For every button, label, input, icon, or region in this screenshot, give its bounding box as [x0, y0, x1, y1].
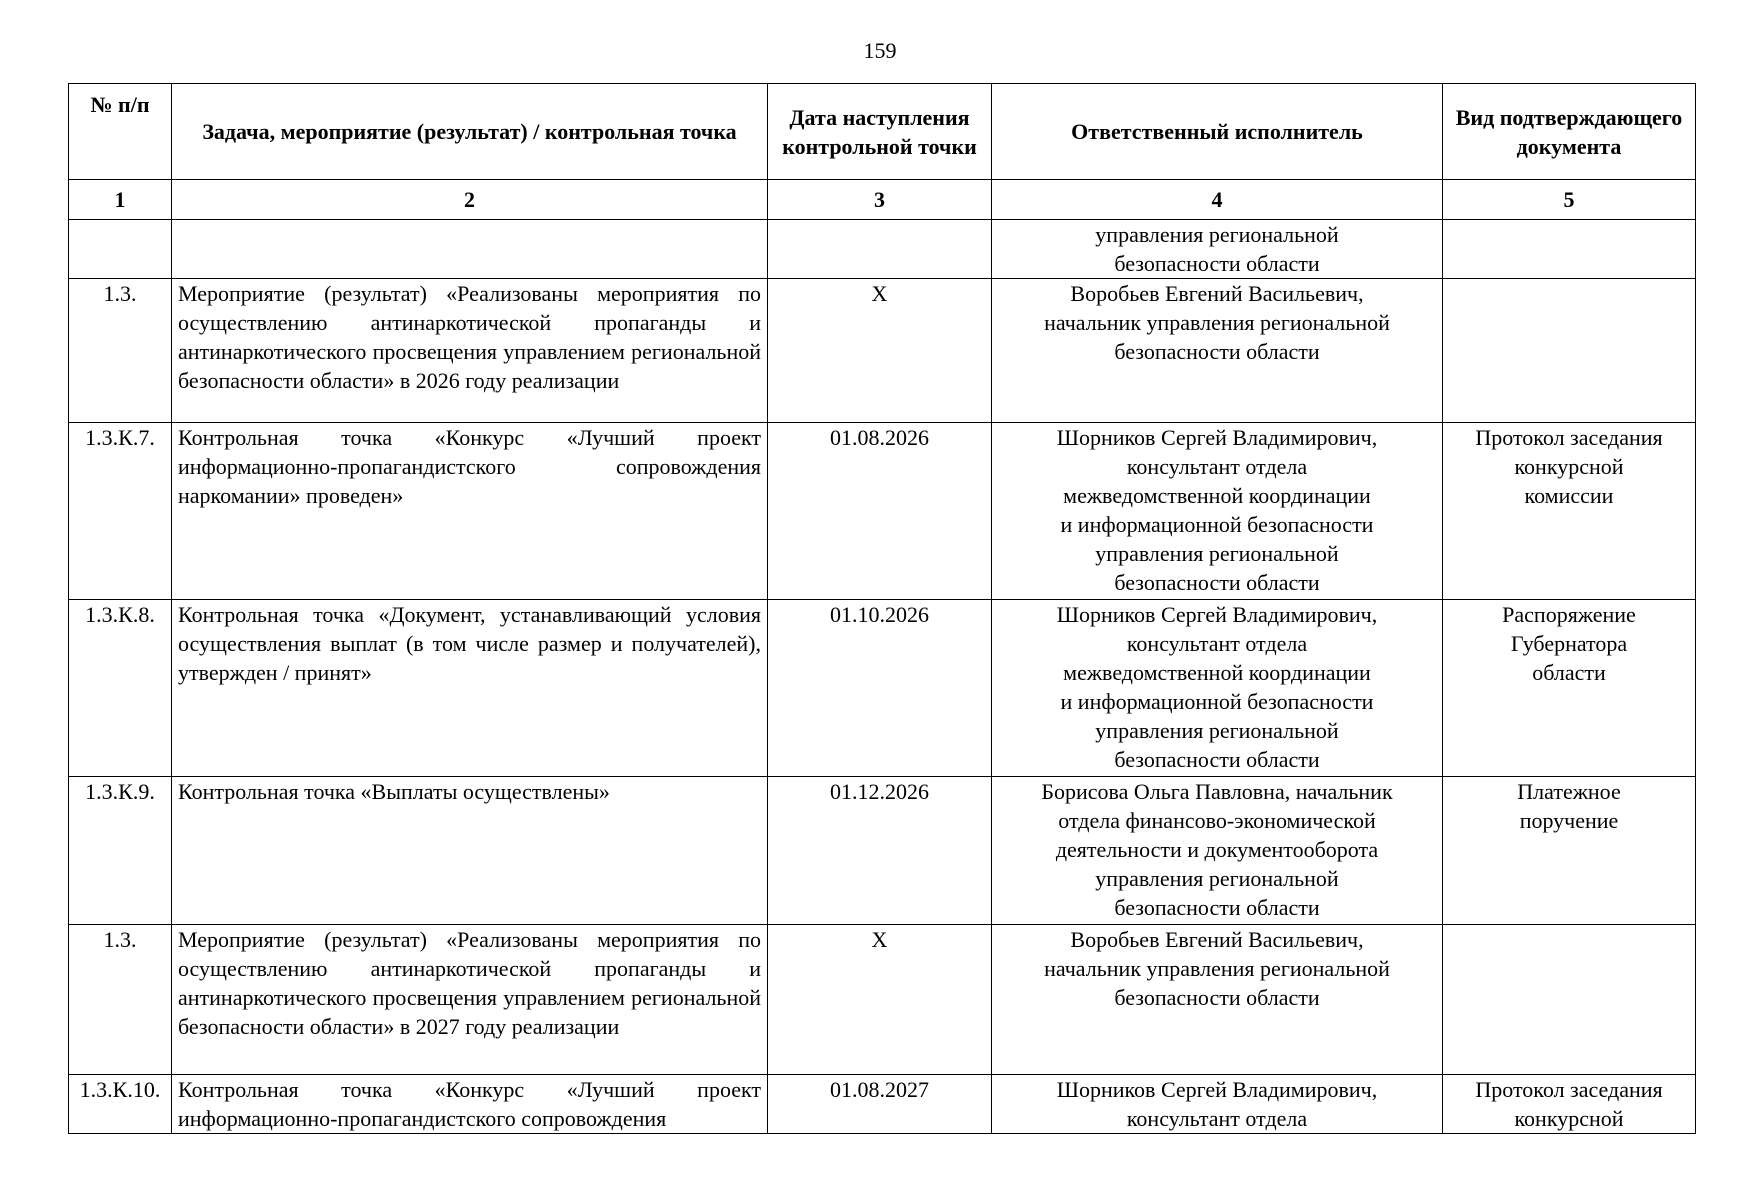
row-task: Мероприятие (результат) «Реализованы мероприятия по осуществлению антинаркотической пропаганды и антинаркотического просвещения управлением региональной безопасности области» в 2027 году реализации: [172, 925, 768, 1075]
row-number: 1.3.К.8.: [69, 600, 172, 777]
header-document: Вид подтверждающего документа: [1443, 84, 1696, 180]
table-row: [69, 925, 1696, 1075]
row-executor: [992, 220, 1443, 279]
executor-line: управления региональной: [1095, 718, 1339, 743]
row-task: Контрольная точка «Документ, устанавливающий условия осуществления выплат (в том числе размер и получателей), утвержден / принят»: [172, 600, 768, 777]
executor-line: консультант отдела: [1126, 631, 1308, 656]
executor-line: Шорников Сергей Владимирович,: [1056, 602, 1378, 627]
executor-line: безопасности области: [1114, 251, 1320, 276]
document-line: области: [1532, 660, 1606, 685]
header-row: [69, 84, 1696, 180]
row-date: 01.12.2026: [768, 777, 992, 925]
row-executor: [992, 925, 1443, 1075]
executor-line: управления региональной: [1095, 541, 1339, 566]
row-date: 01.08.2027: [768, 1075, 992, 1134]
column-number: 2: [172, 180, 768, 220]
executor-line: управления региональной: [1095, 222, 1339, 247]
document-line: поручение: [1519, 808, 1619, 833]
table-row: [69, 279, 1696, 423]
document-line: конкурсной: [1514, 1106, 1624, 1131]
executor-line: межведомственной координации: [1063, 483, 1371, 508]
column-number: 5: [1443, 180, 1696, 220]
table-row: [69, 423, 1696, 600]
row-executor: [992, 777, 1443, 925]
column-number: 4: [992, 180, 1443, 220]
document-line: Платежное: [1517, 779, 1621, 804]
plan-table: [68, 83, 1696, 1134]
row-document: [1443, 1075, 1696, 1134]
executor-line: Воробьев Евгений Васильевич,: [1070, 281, 1364, 306]
document-line: Протокол заседания: [1475, 425, 1663, 450]
executor-line: начальник управления региональной: [1044, 956, 1390, 981]
document-line: Губернатора: [1510, 631, 1628, 656]
executor-line: Шорников Сергей Владимирович,: [1056, 425, 1378, 450]
row-date: X: [768, 279, 992, 423]
row-date: [768, 220, 992, 279]
row-executor: [992, 279, 1443, 423]
executor-line: безопасности области: [1114, 747, 1320, 772]
row-number: 1.3.К.10.: [69, 1075, 172, 1134]
row-number: [69, 220, 172, 279]
row-date: 01.10.2026: [768, 600, 992, 777]
row-date: X: [768, 925, 992, 1075]
executor-line: деятельности и документооборота: [1055, 837, 1379, 862]
row-document: [1443, 600, 1696, 777]
row-document: [1443, 423, 1696, 600]
executor-line: начальник управления региональной: [1044, 310, 1390, 335]
row-executor: [992, 423, 1443, 600]
column-number-row: [69, 180, 1696, 220]
column-number: 3: [768, 180, 992, 220]
row-task: Контрольная точка «Выплаты осуществлены»: [172, 777, 768, 925]
executor-line: межведомственной координации: [1063, 660, 1371, 685]
executor-line: Борисова Ольга Павловна, начальник: [1041, 779, 1393, 804]
row-task: Мероприятие (результат) «Реализованы мероприятия по осуществлению антинаркотической пропаганды и антинаркотического просвещения управлением региональной безопасности области» в 2026 году реализации: [172, 279, 768, 423]
row-number: 1.3.: [69, 925, 172, 1075]
row-document: [1443, 220, 1696, 279]
header-task: Задача, мероприятие (результат) / контрольная точка: [172, 84, 768, 180]
row-executor: [992, 600, 1443, 777]
page-number: 159: [863, 38, 897, 63]
table-row: [69, 1075, 1696, 1134]
executor-line: безопасности области: [1114, 339, 1320, 364]
executor-line: отдела финансово-экономической: [1058, 808, 1376, 833]
row-date: 01.08.2026: [768, 423, 992, 600]
table-row: [69, 220, 1696, 279]
row-task: [172, 220, 768, 279]
table-row: [69, 600, 1696, 777]
header-number: № п/п: [69, 84, 172, 180]
document-line: комиссии: [1524, 483, 1614, 508]
row-document: [1443, 777, 1696, 925]
document-line: Протокол заседания: [1475, 1077, 1663, 1102]
executor-line: безопасности области: [1114, 570, 1320, 595]
executor-line: Шорников Сергей Владимирович,: [1056, 1077, 1378, 1102]
row-number: 1.3.К.9.: [69, 777, 172, 925]
executor-line: консультант отдела: [1126, 1106, 1308, 1131]
row-task: Контрольная точка «Конкурс «Лучший проект информационно-пропагандистского сопровождения: [172, 1075, 768, 1134]
document-line: Распоряжение: [1502, 602, 1636, 627]
row-number: 1.3.: [69, 279, 172, 423]
executor-line: консультант отдела: [1126, 454, 1308, 479]
executor-line: безопасности области: [1114, 895, 1320, 920]
row-document: [1443, 925, 1696, 1075]
executor-line: безопасности области: [1114, 985, 1320, 1010]
table-row: [69, 777, 1696, 925]
header-date: Дата наступления контрольной точки: [768, 84, 992, 180]
executor-line: и информационной безопасности: [1060, 512, 1374, 537]
executor-line: Воробьев Евгений Васильевич,: [1070, 927, 1364, 952]
column-number: 1: [69, 180, 172, 220]
row-task: Контрольная точка «Конкурс «Лучший проект информационно-пропагандистского сопровождения наркомании» проведен»: [172, 423, 768, 600]
executor-line: управления региональной: [1095, 866, 1339, 891]
row-number: 1.3.К.7.: [69, 423, 172, 600]
header-executor: Ответственный исполнитель: [992, 84, 1443, 180]
document-line: конкурсной: [1514, 454, 1624, 479]
row-document: [1443, 279, 1696, 423]
row-executor: [992, 1075, 1443, 1134]
executor-line: и информационной безопасности: [1060, 689, 1374, 714]
